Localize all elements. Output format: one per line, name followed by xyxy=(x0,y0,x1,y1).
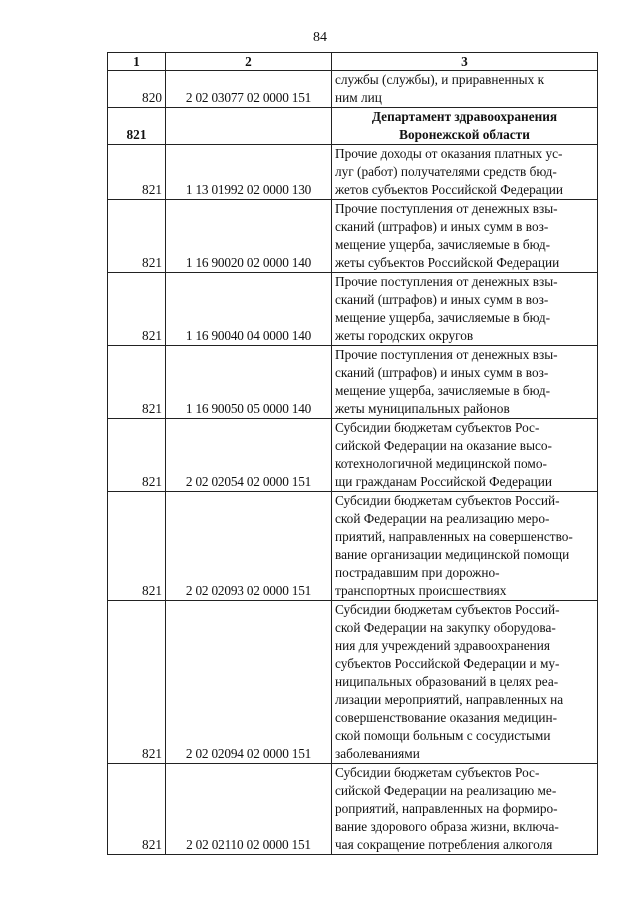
income-name-cell xyxy=(332,419,598,492)
income-code-cell: 1 16 90040 04 0000 140 xyxy=(166,273,332,346)
text-line: жеты городских округов xyxy=(335,328,474,343)
page-number: 84 xyxy=(313,30,327,45)
table-row xyxy=(108,764,598,855)
income-name-cell xyxy=(332,346,598,419)
text-line: сканий (штрафов) и иных сумм в воз- xyxy=(335,292,549,307)
text-line: котехнологичной медицинской помо- xyxy=(335,456,547,471)
admin-code-cell: 821 xyxy=(108,601,166,764)
table-row xyxy=(108,346,598,419)
text-line: вание здорового образа жизни, включа- xyxy=(335,819,559,834)
income-name-cell xyxy=(332,764,598,855)
text-line: лизации мероприятий, направленных на xyxy=(335,692,564,707)
text-line: жеты субъектов Российской Федерации xyxy=(335,255,560,270)
text-line: ниципальных образований в целях реа- xyxy=(335,674,559,689)
text-line: совершенствование оказания медицин- xyxy=(335,710,558,725)
table-row xyxy=(108,419,598,492)
text-line: заболеваниями xyxy=(335,746,420,761)
text-line: сийской Федерации на реализацию ме- xyxy=(335,783,557,798)
table-row xyxy=(108,200,598,273)
table-row xyxy=(108,71,598,108)
text-line: мещение ущерба, зачисляемые в бюд- xyxy=(335,237,551,252)
text-line: Прочие поступления от денежных взы- xyxy=(335,347,558,362)
income-code-cell: 2 02 02110 02 0000 151 xyxy=(166,764,332,855)
text-line: жеты муниципальных районов xyxy=(335,401,510,416)
text-line: роприятий, направленных на формиро- xyxy=(335,801,558,816)
text-line: Прочие поступления от денежных взы- xyxy=(335,274,558,289)
text-line: сканий (штрафов) и иных сумм в воз- xyxy=(335,219,549,234)
text-line: сийской Федерации на оказание высо- xyxy=(335,438,552,453)
income-code-cell: 1 16 90020 02 0000 140 xyxy=(166,200,332,273)
admin-code-cell: 821 xyxy=(108,200,166,273)
text-line: транспортных происшествиях xyxy=(335,583,507,598)
text-line: службы (службы), и приравненных к xyxy=(335,72,545,87)
text-line: Воронежской области xyxy=(399,127,530,142)
text-line: ской помощи больным с сосудистыми xyxy=(335,728,551,743)
column-header-1: 1 xyxy=(108,53,166,71)
income-code-cell: 1 13 01992 02 0000 130 xyxy=(166,145,332,200)
admin-code-cell: 821 xyxy=(108,108,166,145)
income-name-cell xyxy=(332,108,598,145)
income-code-cell: 2 02 02094 02 0000 151 xyxy=(166,601,332,764)
table-header-row xyxy=(108,53,598,71)
text-line: ния для учреждений здравоохранения xyxy=(335,638,550,653)
text-line: мещение ущерба, зачисляемые в бюд- xyxy=(335,383,551,398)
admin-code-cell: 821 xyxy=(108,346,166,419)
text-line: мещение ущерба, зачисляемые в бюд- xyxy=(335,310,551,325)
text-line: Субсидии бюджетам субъектов Рос- xyxy=(335,765,540,780)
admin-code-cell: 821 xyxy=(108,419,166,492)
table-row xyxy=(108,601,598,764)
income-name-cell xyxy=(332,273,598,346)
income-name-cell xyxy=(332,71,598,108)
text-line: субъектов Российской Федерации и му- xyxy=(335,656,560,671)
department-row xyxy=(108,108,598,145)
income-name-cell xyxy=(332,200,598,273)
text-line: Прочие поступления от денежных взы- xyxy=(335,201,558,216)
income-code-cell: 2 02 02054 02 0000 151 xyxy=(166,419,332,492)
text-line: чая сокращение потребления алкоголя xyxy=(335,837,553,852)
income-codes-table xyxy=(107,52,598,855)
text-line: Субсидии бюджетам субъектов Россий- xyxy=(335,493,560,508)
income-name-cell xyxy=(332,492,598,601)
admin-code-cell: 821 xyxy=(108,764,166,855)
income-code-cell: 1 16 90050 05 0000 140 xyxy=(166,346,332,419)
column-header-2: 2 xyxy=(166,53,332,71)
admin-code-cell: 821 xyxy=(108,273,166,346)
text-line: Прочие доходы от оказания платных ус- xyxy=(335,146,563,161)
admin-code-cell: 821 xyxy=(108,492,166,601)
table-row xyxy=(108,145,598,200)
text-line: щи гражданам Российской Федерации xyxy=(335,474,552,489)
income-code-cell: 2 02 02093 02 0000 151 xyxy=(166,492,332,601)
text-line: пострадавшим при дорожно- xyxy=(335,565,500,580)
text-line: Субсидии бюджетам субъектов Россий- xyxy=(335,602,560,617)
text-line: жетов субъектов Российской Федерации xyxy=(335,182,564,197)
text-line: Субсидии бюджетам субъектов Рос- xyxy=(335,420,540,435)
admin-code-cell: 821 xyxy=(108,145,166,200)
text-line: ской Федерации на реализацию меро- xyxy=(335,511,550,526)
text-line: сканий (штрафов) и иных сумм в воз- xyxy=(335,365,549,380)
column-header-3: 3 xyxy=(332,53,598,71)
text-line: Департамент здравоохранения xyxy=(371,109,558,124)
income-name-cell xyxy=(332,145,598,200)
table-row xyxy=(108,492,598,601)
income-name-cell xyxy=(332,601,598,764)
table-row xyxy=(108,273,598,346)
text-line: ской Федерации на закупку оборудова- xyxy=(335,620,556,635)
income-code-cell: 2 02 03077 02 0000 151 xyxy=(166,71,332,108)
text-line: приятий, направленных на совершенство- xyxy=(335,529,573,544)
text-line: вание организации медицинской помощи xyxy=(335,547,570,562)
text-line: ним лиц xyxy=(335,90,382,105)
text-line: луг (работ) получателями средств бюд- xyxy=(335,164,557,179)
income-code-cell xyxy=(166,108,332,145)
admin-code-cell: 820 xyxy=(108,71,166,108)
